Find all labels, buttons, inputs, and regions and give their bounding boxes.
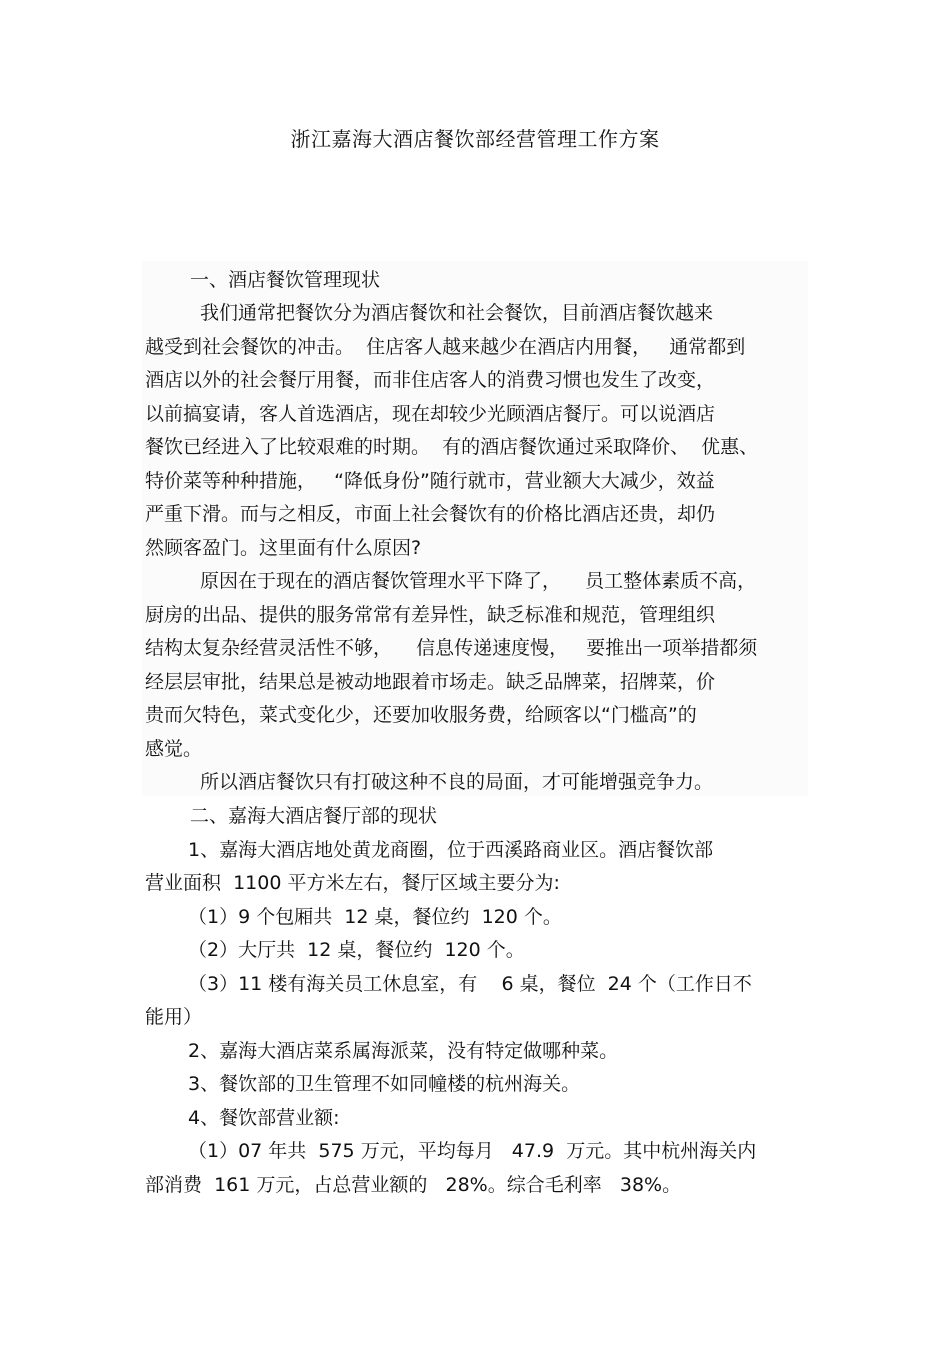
paragraph-line: 严重下滑。而与之相反，市面上社会餐饮有的价格比酒店还贵，却仍 [145,503,716,525]
paragraph-line: 原因在于现在的酒店餐饮管理水平下降了， 员工整体素质不高， [200,570,757,592]
paragraph-line: 2、嘉海大酒店菜系属海派菜，没有特定做哪种菜。 [188,1040,619,1062]
paragraph-line: 我们通常把餐饮分为酒店餐饮和社会餐饮，目前酒店餐饮越来 [200,302,714,324]
paragraph-line: 酒店以外的社会餐厅用餐，而非住店客人的消费习惯也发生了改变， [145,369,716,391]
list-item: （1）07 年共 575 万元，平均每月 47.9 万元。其中杭州海关内 [188,1140,757,1162]
paragraph-line: 贵而欠特色，菜式变化少，还要加收服务费，给顾客以“门槛高”的 [145,704,697,726]
heading-section-1: 一、酒店餐饮管理现状 [190,269,381,291]
paragraph-line: 营业面积 1100 平方米左右，餐厅区域主要分为: [145,872,560,894]
list-item: （1）9 个包厢共 12 桌，餐位约 120 个。 [188,906,562,928]
paragraph-line: 然顾客盈门。这里面有什么原因? [145,537,422,559]
paragraph-line: 所以酒店餐饮只有打破这种不良的局面，才可能增强竞争力。 [200,771,714,793]
heading-section-2: 二、嘉海大酒店餐厅部的现状 [190,805,438,827]
paragraph-line: 特价菜等种种措施， “降低身份”随行就市，营业额大大减少，效益 [145,470,715,492]
list-item: （3）11 楼有海关员工休息室，有 6 桌，餐位 24 个（工作日不 [188,973,752,995]
paragraph-line: 经层层审批，结果总是被动地跟着市场走。缺乏品牌菜，招牌菜，价 [145,671,716,693]
paragraph-line: 餐饮已经进入了比较艰难的时期。 有的酒店餐饮通过采取降价、 优惠、 [145,436,759,458]
paragraph-line: 1、嘉海大酒店地处黄龙商圈，位于西溪路商业区。酒店餐饮部 [188,839,714,861]
paragraph-line: 部消费 161 万元，占总营业额的 28%。综合毛利率 38%。 [145,1174,682,1196]
paragraph-line: 感觉。 [145,738,203,760]
paragraph-line: 结构太复杂经营灵活性不够， 信息传递速度慢， 要推出一项举措都须 [145,637,758,659]
paragraph-line: 4、餐饮部营业额: [188,1107,340,1129]
paragraph-line: 越受到社会餐饮的冲击。 住店客人越来越少在酒店内用餐， 通常都到 [145,336,746,358]
paragraph-line: 厨房的出品、提供的服务常常有差异性，缺乏标准和规范，管理组织 [145,604,716,626]
document-title: 浙江嘉海大酒店餐饮部经营管理工作方案 [290,127,660,151]
paragraph-line: 能用） [145,1006,203,1028]
paragraph-line: 以前搞宴请，客人首选酒店，现在却较少光顾酒店餐厅。可以说酒店 [145,403,716,425]
list-item: （2）大厅共 12 桌，餐位约 120 个。 [188,939,525,961]
paragraph-line: 3、餐饮部的卫生管理不如同幢楼的杭州海关。 [188,1073,581,1095]
